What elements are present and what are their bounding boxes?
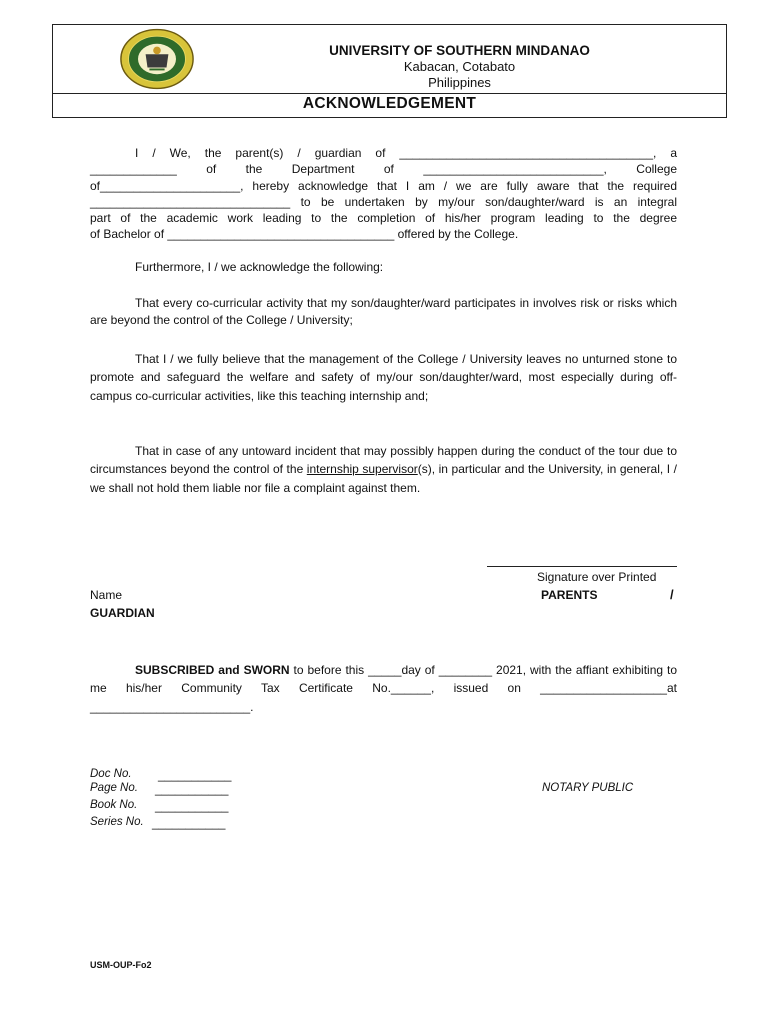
paragraph-5-a: That in case of any untoward incident that may possibly happen during the conduct of the tour due to circumstances beyond the control of the bbox=[90, 444, 677, 477]
form-code: USM-OUP-Fo2 bbox=[90, 960, 152, 970]
p1-line6: of Bachelor of __________________________________ offered by the College. bbox=[90, 227, 519, 241]
paragraph-5-b: (s), in particular and the University, in general, I / we shall not hold them liable nor file a complaint against them. bbox=[90, 462, 677, 495]
sworn-bold: SUBSCRIBED and SWORN bbox=[135, 663, 290, 677]
p1-line2: _____________ of the Department of ___________________________, College bbox=[90, 162, 677, 176]
sworn-paragraph bbox=[90, 661, 677, 716]
header-divider bbox=[53, 93, 726, 94]
book-no-label: Book No. bbox=[90, 799, 138, 811]
institution-block bbox=[193, 43, 726, 91]
doc-no-blank: ___________ bbox=[158, 768, 232, 782]
page-no-blank: ___________ bbox=[155, 782, 229, 796]
university-seal-icon bbox=[119, 27, 195, 91]
p1-line4: ______________________________ to be undertaken by my/our son/daughter/ward is an integral bbox=[90, 195, 677, 209]
header-box bbox=[52, 24, 727, 118]
signature-guardian-label: GUARDIAN bbox=[90, 606, 155, 620]
book-no-blank: ___________ bbox=[155, 799, 229, 813]
p1-line5: part of the academic work leading to the completion of his/her program leading to the degree bbox=[90, 211, 677, 225]
sworn-rest: to before this _____day of ________ 2021, with the affiant exhibiting to me his/her Community Tax Certificate No.______, issued on ___________________at ________________________. bbox=[90, 663, 678, 714]
paragraph-2: Furthermore, I / we acknowledge the following: bbox=[135, 260, 384, 274]
university-city: Kabacan, Cotabato bbox=[403, 59, 516, 74]
p1-line1: I / We, the parent(s) / guardian of ______________________________________, a bbox=[135, 146, 677, 160]
series-no-label: Series No. bbox=[90, 816, 144, 828]
signature-line bbox=[487, 566, 677, 567]
notary-public-label: NOTARY PUBLIC bbox=[542, 782, 634, 794]
university-country: Philippines bbox=[428, 75, 491, 90]
paragraph-4: That I / we fully believe that the management of the College / University leaves no unturned stone to promote and safeguard the welfare and safety of my/our son/daughter/ward, most especially during off-campus co-curricular activities, like this teaching internship and; bbox=[90, 352, 677, 403]
doc-no-label: Doc No. bbox=[90, 768, 132, 780]
series-no-blank: ___________ bbox=[152, 816, 226, 830]
paragraph-3: That every co-curricular activity that my son/daughter/ward participates in involves risk or risks which are beyond the control of the College / University; bbox=[90, 296, 677, 327]
internship-supervisor-underlined: internship supervisor bbox=[306, 462, 418, 477]
signature-parents-label: PARENTS bbox=[541, 588, 598, 602]
signature-slash: / bbox=[670, 587, 674, 602]
university-name: UNIVERSITY OF SOUTHERN MINDANAO bbox=[329, 43, 590, 58]
document-title: ACKNOWLEDGEMENT bbox=[302, 95, 477, 112]
page-no-label: Page No. bbox=[90, 782, 138, 794]
signature-name-label: Name bbox=[90, 588, 123, 602]
signature-caption: Signature over Printed bbox=[537, 570, 657, 584]
paragraph-5 bbox=[90, 442, 677, 497]
p1-line3: of_____________________, hereby acknowledge that I am / we are fully aware that the required bbox=[90, 179, 677, 193]
